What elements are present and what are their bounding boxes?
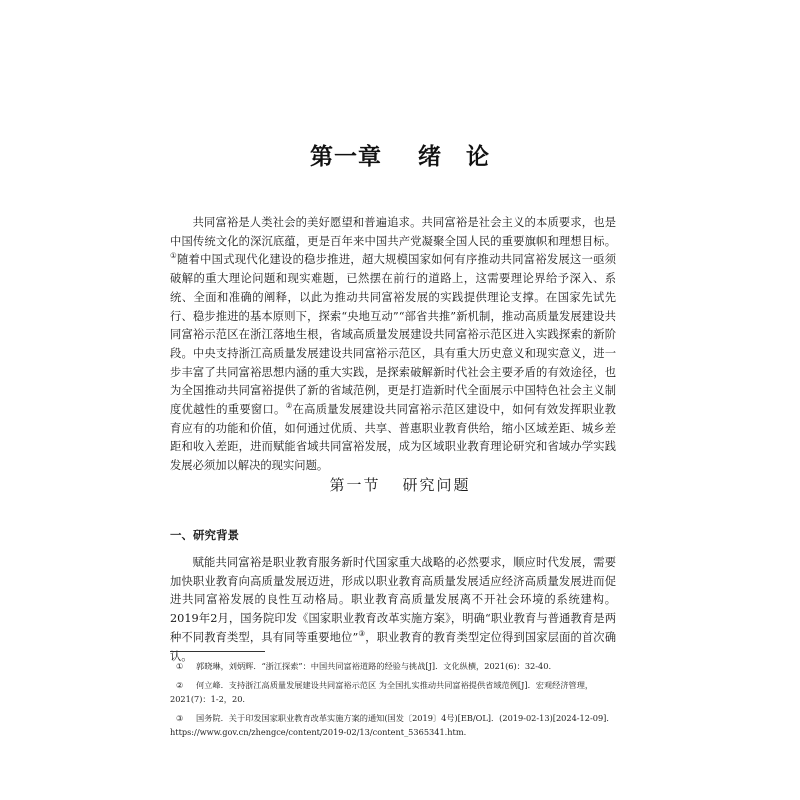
footnote-ref-1[interactable]: ①: [170, 251, 177, 261]
intro-text-3: 在高质量发展建设共同富裕示范区建设中，如何有效发挥职业教育应有的功能和价值，如何通过优质、共享、普惠职业教育供给，缩小区域差距、城乡差距和收入差距，进而赋能省域共同富裕发展，成为区域职业教育理论研究和省域办学实践发展必须加以解决的现实问题。: [170, 403, 616, 473]
footnote-mark: ③: [176, 713, 184, 723]
intro-text-1: 共同富裕是人类社会的美好愿望和普遍追求。共同富裕是社会主义的本质要求，也是中国传统文化的深沉底蕴，更是百年来中国共产党凝聚全国人民的重要旗帜和理想目标。: [170, 216, 616, 248]
footnote-text: 何立峰．支持浙江高质量发展建设共同富裕示范区 为全国扎实推动共同富裕提供省域范例[J]．宏观经济管理，2021(7)：1-2，20.: [170, 680, 594, 704]
section-title: [0, 474, 800, 495]
footnote-text: 郭晓琳，刘炳辉．“浙江探索”：中国共同富裕道路的经验与挑战[J]．文化纵横，2021(6)：32-40.: [196, 661, 552, 671]
background-text-2: ，职业教育的教育类型定位得到国家层面的首次确认。: [170, 630, 616, 663]
intro-paragraph: [170, 214, 616, 476]
chapter-title: [0, 138, 800, 171]
background-paragraph: [170, 554, 616, 666]
background-text-1: 赋能共同富裕是职业教育服务新时代国家重大战略的必然要求，顺应时代发展，需要加快职业教育向高质量发展迈进，形成以职业教育高质量发展适应经济高质量发展进而促进共同富裕发展的良性互动格局。职业教育高质量发展离不开社会环境的系统建构。2019年2月，国务院印发《国家职业教育改革实施方案》，明确“职业教育与普通教育是两种不同教育类型，具有同等重要地位”: [170, 556, 616, 644]
footnote-mark: ②: [176, 680, 184, 690]
subsection-heading: 一、研究背景: [170, 528, 239, 542]
footnote-divider: [170, 651, 265, 652]
section-number: 第一节: [329, 476, 381, 494]
footnote-ref-2[interactable]: ②: [285, 401, 293, 411]
section-name: 研究问题: [402, 476, 471, 494]
footnote-text: 国务院．关于印发国家职业教育改革实施方案的通知(国发〔2019〕4号)[EB/OL]．(2019-02-13)[2024-12-09]．https://www.gov.cn/zhengce/content/2019-02/13/content_5365341.htm.: [170, 713, 615, 737]
footnotes: [170, 659, 616, 744]
footnote-item: [170, 678, 616, 706]
footnote-item: [170, 711, 616, 739]
chapter-name: 绪 论: [418, 143, 490, 170]
intro-text-2: 随着中国式现代化建设的稳步推进，超大规模国家如何有序推动共同富裕发展这一亟须破解的重大理论问题和现实难题，已然摆在前行的道路上，这需要理论界给予深入、系统、全面和准确的阐释，以此为推动共同富裕发展的实践提供理论支撑。在国家先试先行、稳步推进的基本原则下，探索“央地互动”“部省共推”新机制，推动高质量发展建设共同富裕示范区在浙江落地生根，省域高质量发展建设共同富裕示范区进入实践探索的新阶段。中央支持浙江高质量发展建设共同富裕示范区，具有重大历史意义和现实意义，进一步丰富了共同富裕思想内涵的重大实践，是探索破解新时代社会主要矛盾的有效途径，也为全国推动共同富裕提供了新的省域范例，更是打造新时代全面展示中国特色社会主义制度优越性的重要窗口。: [170, 253, 616, 417]
footnote-ref-3[interactable]: ③: [358, 629, 366, 639]
footnote-item: [170, 659, 616, 673]
footnote-mark: ①: [176, 661, 184, 671]
chapter-number: 第一章: [310, 143, 382, 170]
